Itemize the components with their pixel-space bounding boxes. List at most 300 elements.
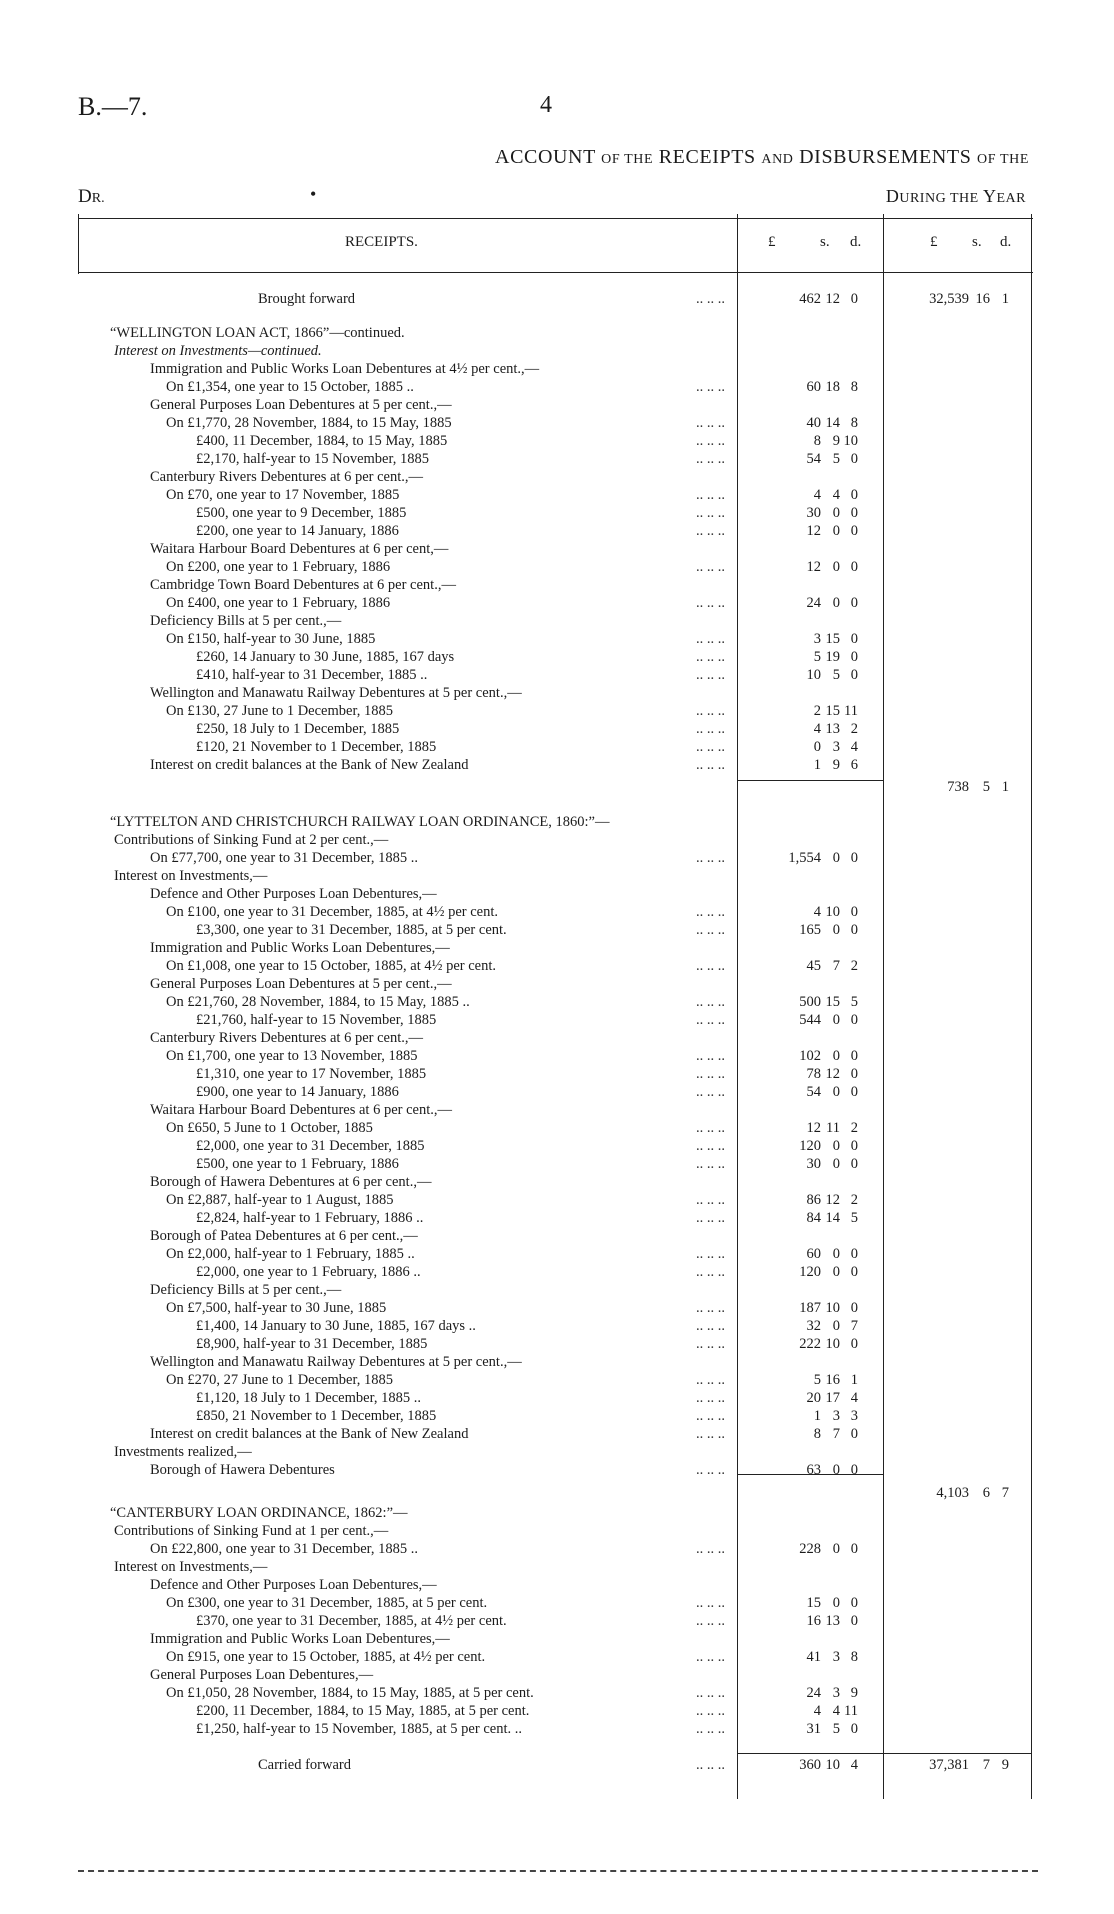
pence-col1: 10 — [843, 433, 858, 449]
table-row — [0, 468, 1114, 486]
title-account: ACCOUNT — [495, 146, 596, 168]
during-first: D — [885, 186, 900, 206]
pence-col1: 4 — [850, 1390, 858, 1406]
pounds-col2: 738 — [947, 779, 969, 795]
row-description: Waitara Harbour Board Debentures at 6 per cent.,— — [150, 1102, 453, 1118]
pounds-col1: 5 — [813, 1372, 821, 1388]
row-description: £1,400, 14 January to 30 June, 1885, 167 days .. — [196, 1318, 476, 1334]
row-description: Immigration and Public Works Loan Debentures,— — [150, 1631, 450, 1647]
pence-col1: 0 — [850, 649, 858, 665]
row-description: Deficiency Bills at 5 per cent.,— — [150, 613, 342, 629]
table-row — [0, 993, 1114, 1011]
row-description: On £650, 5 June to 1 October, 1885 — [166, 1120, 373, 1136]
row-description: Brought forward — [258, 291, 356, 307]
bullet-mark: • — [310, 184, 317, 204]
pounds-col1: 5 — [813, 649, 821, 665]
pounds-col1: 24 — [806, 1685, 821, 1701]
row-description: £1,310, one year to 17 November, 1885 — [196, 1066, 427, 1082]
row-description: Interest on Investments—continued. — [114, 343, 322, 359]
row-description: £1,120, 18 July to 1 December, 1885 .. — [196, 1390, 421, 1406]
pence-col1: 0 — [850, 1084, 858, 1100]
pence-col1: 2 — [850, 958, 858, 974]
table-row — [0, 756, 1114, 774]
row-description: £8,900, half-year to 31 December, 1885 — [196, 1336, 428, 1352]
pence-col1: 0 — [850, 1012, 858, 1028]
shillings-col1: 14 — [825, 1210, 840, 1226]
col1-pound-head: £ — [768, 234, 776, 250]
title-receipts: RECEIPTS — [658, 146, 756, 168]
row-description: £260, 14 January to 30 June, 1885, 167 days — [196, 649, 455, 665]
table-row — [0, 1558, 1114, 1576]
shillings-col1: 7 — [832, 958, 840, 974]
row-description: £120, 21 November to 1 December, 1885 — [196, 739, 437, 755]
table-row — [0, 414, 1114, 432]
pounds-col1: 1 — [813, 757, 821, 773]
shillings-col2: 5 — [982, 779, 990, 795]
pounds-col1: 30 — [806, 505, 821, 521]
shillings-col1: 0 — [832, 1541, 840, 1557]
pence-col1: 0 — [850, 631, 858, 647]
pounds-col1: 4 — [813, 1703, 821, 1719]
table-row — [0, 1245, 1114, 1263]
pence-col1: 0 — [850, 505, 858, 521]
pence-col1: 5 — [850, 994, 858, 1010]
pounds-col1: 54 — [806, 451, 821, 467]
table-row — [0, 1389, 1114, 1407]
pounds-col1: 8 — [813, 433, 821, 449]
table-row — [0, 903, 1114, 921]
pounds-col1: 54 — [806, 1084, 821, 1100]
pence-col1: 0 — [850, 523, 858, 539]
table-row — [0, 540, 1114, 558]
pence-col1: 11 — [844, 703, 858, 719]
leader-dots: .. .. .. — [696, 1595, 725, 1611]
row-description: On £1,770, 28 November, 1884, to 15 May, 1885 — [166, 415, 452, 431]
shillings-col1: 0 — [832, 559, 840, 575]
row-description: £370, one year to 31 December, 1885, at 4½ per cent. — [196, 1613, 507, 1629]
row-description: £2,824, half-year to 1 February, 1886 .. — [196, 1210, 424, 1226]
table-row — [0, 594, 1114, 612]
shillings-col1: 0 — [832, 850, 840, 866]
pounds-col1: 222 — [799, 1336, 821, 1352]
table-row — [0, 522, 1114, 540]
leader-dots: .. .. .. — [696, 595, 725, 611]
pounds-col1: 4 — [813, 721, 821, 737]
pence-col1: 0 — [850, 1595, 858, 1611]
leader-dots: .. .. .. — [696, 1721, 725, 1737]
pence-col1: 0 — [850, 1613, 858, 1629]
table-row — [0, 612, 1114, 630]
title-of-the-2: OF THE — [977, 152, 1029, 167]
leader-dots: .. .. .. — [696, 1246, 725, 1262]
pounds-col1: 86 — [806, 1192, 821, 1208]
row-description: Interest on Investments,— — [114, 1559, 268, 1575]
table-row — [0, 1029, 1114, 1047]
table-row — [0, 957, 1114, 975]
pence-col1: 9 — [850, 1685, 858, 1701]
row-description: £200, one year to 14 January, 1886 — [196, 523, 399, 539]
shillings-col1: 0 — [832, 1264, 840, 1280]
pounds-col1: 20 — [806, 1390, 821, 1406]
pounds-col1: 462 — [799, 291, 821, 307]
table-row — [0, 738, 1114, 756]
table-row — [0, 1119, 1114, 1137]
table-row — [0, 504, 1114, 522]
row-description: On £130, 27 June to 1 December, 1885 — [166, 703, 393, 719]
shillings-col2: 7 — [982, 1757, 990, 1773]
pounds-col1: 24 — [806, 595, 821, 611]
pence-col1: 6 — [850, 757, 858, 773]
pence-col1: 0 — [850, 291, 858, 307]
pounds-col1: 84 — [806, 1210, 821, 1226]
shillings-col1: 0 — [832, 1462, 840, 1478]
row-description: On £7,500, half-year to 30 June, 1885 — [166, 1300, 387, 1316]
table-row — [0, 1209, 1114, 1227]
pence-col1: 4 — [850, 739, 858, 755]
table-row — [0, 1299, 1114, 1317]
pounds-col1: 228 — [799, 1541, 821, 1557]
table-row — [0, 576, 1114, 594]
leader-dots: .. .. .. — [696, 1462, 725, 1478]
pounds-col1: 120 — [799, 1138, 821, 1154]
pounds-col1: 4 — [813, 487, 821, 503]
table-row — [0, 1065, 1114, 1083]
table-row — [0, 684, 1114, 702]
row-description: Borough of Hawera Debentures — [150, 1462, 335, 1478]
leader-dots: .. .. .. — [696, 649, 725, 665]
leader-dots: .. .. .. — [696, 1703, 725, 1719]
table-row — [0, 885, 1114, 903]
shillings-col1: 11 — [826, 1120, 840, 1136]
shillings-col1: 10 — [825, 904, 840, 920]
pounds-col1: 45 — [806, 958, 821, 974]
leader-dots: .. .. .. — [696, 1426, 725, 1442]
table-row — [0, 1720, 1114, 1738]
row-description: Contributions of Sinking Fund at 2 per cent.,— — [114, 832, 389, 848]
section-heading: “CANTERBURY LOAN ORDINANCE, 1862:”— — [110, 1505, 408, 1521]
table-row — [0, 867, 1114, 885]
table-row — [0, 1612, 1114, 1630]
pounds-col1: 63 — [806, 1462, 821, 1478]
leader-dots: .. .. .. — [696, 1264, 725, 1280]
pence-col1: 0 — [850, 451, 858, 467]
row-description: £2,000, one year to 1 February, 1886 .. — [196, 1264, 421, 1280]
leader-dots: .. .. .. — [696, 1372, 725, 1388]
shillings-col1: 3 — [832, 1685, 840, 1701]
shillings-col1: 16 — [825, 1372, 840, 1388]
row-description: On £100, one year to 31 December, 1885, at 4½ per cent. — [166, 904, 499, 920]
col2-pound-head: £ — [930, 234, 938, 250]
row-description: On £22,800, one year to 31 December, 1885 .. — [150, 1541, 419, 1557]
pounds-col1: 120 — [799, 1264, 821, 1280]
row-description: Interest on credit balances at the Bank of New Zealand — [150, 1426, 469, 1442]
table-row — [0, 290, 1114, 308]
leader-dots: .. .. .. — [696, 1408, 725, 1424]
table-row — [0, 1317, 1114, 1335]
row-description: Borough of Patea Debentures at 6 per cent.,— — [150, 1228, 418, 1244]
row-description: Interest on credit balances at the Bank of New Zealand — [150, 757, 469, 773]
pounds-col2: 37,381 — [929, 1757, 969, 1773]
row-description: On £915, one year to 15 October, 1885, at 4½ per cent. — [166, 1649, 486, 1665]
table-row — [0, 1522, 1114, 1540]
row-description: Contributions of Sinking Fund at 1 per cent.,— — [114, 1523, 389, 1539]
pence-col1: 4 — [850, 1757, 858, 1773]
pence-col1: 0 — [850, 1264, 858, 1280]
shillings-col1: 12 — [825, 291, 840, 307]
leader-dots: .. .. .. — [696, 904, 725, 920]
row-description: £250, 18 July to 1 December, 1885 — [196, 721, 400, 737]
leader-dots: .. .. .. — [696, 667, 725, 683]
row-description: Canterbury Rivers Debentures at 6 per cent.,— — [150, 469, 423, 485]
leader-dots: .. .. .. — [696, 958, 725, 974]
row-description: On £21,760, 28 November, 1884, to 15 May, 1885 .. — [166, 994, 470, 1010]
pounds-col1: 4 — [813, 904, 821, 920]
row-description: Immigration and Public Works Loan Debentures at 4½ per cent.,— — [150, 361, 540, 377]
pence-col1: 0 — [850, 1721, 858, 1737]
section-heading: “LYTTELTON AND CHRISTCHURCH RAILWAY LOAN ORDINANCE, 1860:”— — [110, 814, 610, 830]
pounds-col1: 500 — [799, 994, 821, 1010]
table-row — [0, 1083, 1114, 1101]
pence-col1: 0 — [850, 850, 858, 866]
pounds-col1: 15 — [806, 1595, 821, 1611]
leader-dots: .. .. .. — [696, 757, 725, 773]
pounds-col1: 102 — [799, 1048, 821, 1064]
row-description: On £300, one year to 31 December, 1885, at 5 per cent. — [166, 1595, 488, 1611]
pence-col1: 0 — [850, 1138, 858, 1154]
shillings-col1: 14 — [825, 415, 840, 431]
shillings-col2: 6 — [982, 1485, 990, 1501]
leader-dots: .. .. .. — [696, 1066, 725, 1082]
leader-dots: .. .. .. — [696, 1685, 725, 1701]
row-description: Cambridge Town Board Debentures at 6 per cent.,— — [150, 577, 456, 593]
pounds-col1: 60 — [806, 1246, 821, 1262]
pounds-col1: 165 — [799, 922, 821, 938]
table-row — [0, 396, 1114, 414]
leader-dots: .. .. .. — [696, 1138, 725, 1154]
pounds-col1: 41 — [806, 1649, 821, 1665]
pence-col1: 0 — [850, 904, 858, 920]
pounds-col1: 30 — [806, 1156, 821, 1172]
pence-col2: 1 — [1001, 779, 1009, 795]
shillings-col1: 3 — [832, 739, 840, 755]
pounds-col1: 187 — [799, 1300, 821, 1316]
pence-col1: 2 — [850, 1120, 858, 1136]
shillings-col1: 3 — [832, 1649, 840, 1665]
row-description: £2,000, one year to 31 December, 1885 — [196, 1138, 425, 1154]
row-description: Wellington and Manawatu Railway Debentures at 5 per cent.,— — [150, 1354, 522, 1370]
row-description: Carried forward — [258, 1757, 351, 1773]
leader-dots: .. .. .. — [696, 850, 725, 866]
dr-rest: R. — [91, 191, 105, 206]
row-description: On £2,000, half-year to 1 February, 1885 .. — [166, 1246, 415, 1262]
shillings-col1: 3 — [832, 1408, 840, 1424]
row-description: Defence and Other Purposes Loan Debentures,— — [150, 1577, 437, 1593]
leader-dots: .. .. .. — [696, 1757, 725, 1773]
leader-dots: .. .. .. — [696, 433, 725, 449]
row-description: £2,170, half-year to 15 November, 1885 — [196, 451, 429, 467]
col2-d-head: d. — [1000, 234, 1012, 250]
row-description: Borough of Hawera Debentures at 6 per cent.,— — [150, 1174, 432, 1190]
receipts-heading: RECEIPTS. — [345, 234, 418, 250]
table-row — [0, 342, 1114, 360]
leader-dots: .. .. .. — [696, 559, 725, 575]
pence-col1: 8 — [850, 379, 858, 395]
pence-col2: 7 — [1001, 1485, 1009, 1501]
table-row — [0, 1576, 1114, 1594]
leader-dots: .. .. .. — [696, 1048, 725, 1064]
table-row — [0, 1425, 1114, 1443]
shillings-col1: 19 — [825, 649, 840, 665]
leader-dots: .. .. .. — [696, 505, 725, 521]
table-row — [0, 939, 1114, 957]
pence-col1: 8 — [850, 415, 858, 431]
dr-first: D — [78, 186, 92, 207]
during-rest: URING THE — [899, 191, 979, 206]
col2-s-head: s. — [972, 234, 982, 250]
pence-col1: 0 — [850, 667, 858, 683]
table-row — [0, 1630, 1114, 1648]
leader-dots: .. .. .. — [696, 415, 725, 431]
pence-col1: 0 — [850, 1300, 858, 1316]
title-disbursements: DISBURSEMENTS — [799, 146, 972, 168]
row-description: On £400, one year to 1 February, 1886 — [166, 595, 391, 611]
title-of-the: OF THE — [601, 152, 654, 167]
leader-dots: .. .. .. — [696, 1192, 725, 1208]
pounds-col2: 32,539 — [929, 291, 969, 307]
leader-dots: .. .. .. — [696, 523, 725, 539]
section-heading: “WELLINGTON LOAN ACT, 1866”—continued. — [110, 325, 405, 341]
table-row — [0, 1702, 1114, 1720]
table-row — [0, 1540, 1114, 1558]
table-row — [0, 1281, 1114, 1299]
table-row — [0, 831, 1114, 849]
shillings-col1: 10 — [825, 1300, 840, 1316]
year-first: Y — [983, 186, 997, 206]
row-description: Wellington and Manawatu Railway Debentures at 5 per cent.,— — [150, 685, 522, 701]
shillings-col1: 17 — [825, 1390, 840, 1406]
table-row — [0, 1011, 1114, 1029]
pence-col2: 1 — [1001, 291, 1009, 307]
pence-col1: 5 — [850, 1210, 858, 1226]
table-row — [0, 1227, 1114, 1245]
leader-dots: .. .. .. — [696, 291, 725, 307]
shillings-col1: 9 — [832, 757, 840, 773]
pounds-col2: 4,103 — [936, 1485, 969, 1501]
leader-dots: .. .. .. — [696, 739, 725, 755]
pence-col1: 0 — [850, 1048, 858, 1064]
table-row — [0, 720, 1114, 738]
leader-dots: .. .. .. — [696, 721, 725, 737]
row-description: Canterbury Rivers Debentures at 6 per cent.,— — [150, 1030, 423, 1046]
shillings-col1: 12 — [825, 1066, 840, 1082]
pence-col1: 0 — [850, 922, 858, 938]
pence-col1: 0 — [850, 1426, 858, 1442]
shillings-col1: 0 — [832, 1156, 840, 1172]
shillings-col1: 0 — [832, 1048, 840, 1064]
leader-dots: .. .. .. — [696, 1300, 725, 1316]
shillings-col1: 10 — [825, 1757, 840, 1773]
leader-dots: .. .. .. — [696, 1318, 725, 1334]
leader-dots: .. .. .. — [696, 379, 725, 395]
pounds-col1: 8 — [813, 1426, 821, 1442]
pounds-col1: 0 — [813, 739, 821, 755]
leader-dots: .. .. .. — [696, 1649, 725, 1665]
leader-dots: .. .. .. — [696, 487, 725, 503]
shillings-col2: 16 — [975, 291, 990, 307]
shillings-col1: 7 — [832, 1426, 840, 1442]
table-row — [0, 1263, 1114, 1281]
page-number: 4 — [540, 92, 552, 118]
pounds-col1: 1 — [813, 1408, 821, 1424]
shillings-col1: 15 — [825, 631, 840, 647]
pence-col1: 7 — [850, 1318, 858, 1334]
pence-col1: 0 — [850, 1336, 858, 1352]
pounds-col1: 60 — [806, 379, 821, 395]
pounds-col1: 10 — [806, 667, 821, 683]
col1-s-head: s. — [820, 234, 830, 250]
table-row — [0, 432, 1114, 450]
row-description: On £77,700, one year to 31 December, 1885 .. — [150, 850, 419, 866]
pounds-col1: 40 — [806, 415, 821, 431]
shillings-col1: 0 — [832, 523, 840, 539]
pence-col1: 0 — [850, 1541, 858, 1557]
table-row — [0, 702, 1114, 720]
row-description: On £1,354, one year to 15 October, 1885 .. — [166, 379, 414, 395]
row-description: £850, 21 November to 1 December, 1885 — [196, 1408, 437, 1424]
table-row — [0, 778, 1114, 796]
table-row — [0, 648, 1114, 666]
row-description: Investments realized,— — [114, 1444, 252, 1460]
table-row — [0, 1407, 1114, 1425]
pence-col1: 0 — [850, 1246, 858, 1262]
table-row — [0, 921, 1114, 939]
shillings-col1: 13 — [825, 1613, 840, 1629]
row-description: Defence and Other Purposes Loan Debentures,— — [150, 886, 437, 902]
row-description: £3,300, one year to 31 December, 1885, at 5 per cent. — [196, 922, 507, 938]
shillings-col1: 12 — [825, 1192, 840, 1208]
pounds-col1: 544 — [799, 1012, 821, 1028]
table-row — [0, 1371, 1114, 1389]
table-row — [0, 630, 1114, 648]
table-row — [0, 1648, 1114, 1666]
row-description: Immigration and Public Works Loan Debentures,— — [150, 940, 450, 956]
table-row — [0, 813, 1114, 831]
row-description: On £1,700, one year to 13 November, 1885 — [166, 1048, 418, 1064]
leader-dots: .. .. .. — [696, 451, 725, 467]
pence-col1: 0 — [850, 487, 858, 503]
pence-col1: 2 — [850, 1192, 858, 1208]
pounds-col1: 360 — [799, 1757, 821, 1773]
shillings-col1: 0 — [832, 1084, 840, 1100]
table-row — [0, 378, 1114, 396]
table-row — [0, 558, 1114, 576]
row-description: General Purposes Loan Debentures,— — [150, 1667, 374, 1683]
table-row — [0, 1756, 1114, 1774]
pence-col1: 0 — [850, 1066, 858, 1082]
row-description: On £70, one year to 17 November, 1885 — [166, 487, 400, 503]
year-rest: EAR — [996, 191, 1026, 206]
pounds-col1: 1,554 — [788, 850, 821, 866]
leader-dots: .. .. .. — [696, 1613, 725, 1629]
row-description: On £200, one year to 1 February, 1886 — [166, 559, 391, 575]
pounds-col1: 12 — [806, 559, 821, 575]
pounds-col1: 12 — [806, 523, 821, 539]
leader-dots: .. .. .. — [696, 1390, 725, 1406]
row-description: £500, one year to 9 December, 1885 — [196, 505, 407, 521]
pounds-col1: 12 — [806, 1120, 821, 1136]
pence-col1: 0 — [850, 595, 858, 611]
leader-dots: .. .. .. — [696, 631, 725, 647]
